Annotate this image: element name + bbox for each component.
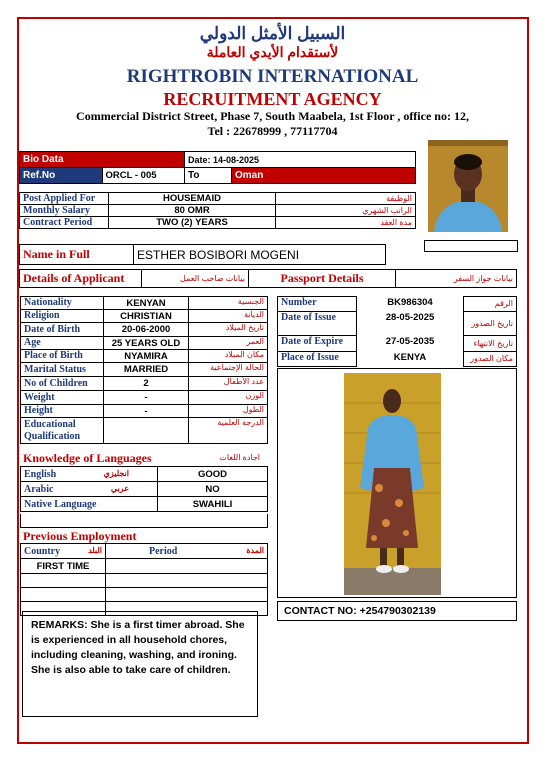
passport-row-label: Place of Issue bbox=[278, 352, 357, 367]
languages-arabic: اجادة اللغات bbox=[219, 453, 260, 462]
language-name: Arabic bbox=[24, 483, 54, 495]
agency-arabic-name: السبيل الأمثل الدولي bbox=[199, 24, 346, 43]
detail-arabic: الطول bbox=[189, 405, 268, 418]
language-level: GOOD bbox=[158, 467, 268, 482]
period-label: Period bbox=[149, 545, 178, 557]
detail-label: Religion bbox=[21, 310, 104, 323]
post-row-value: TWO (2) YEARS bbox=[109, 217, 276, 229]
language-label bbox=[21, 497, 158, 512]
language-name: Native Language bbox=[24, 498, 97, 510]
contact-number: CONTACT NO: +254790302139 bbox=[277, 601, 517, 621]
ref-label: Ref.No bbox=[20, 168, 103, 184]
detail-value: - bbox=[104, 391, 189, 405]
passport-row-arabic: تاريخ الانتهاء bbox=[464, 336, 517, 352]
employment-country: FIRST TIME bbox=[21, 559, 106, 574]
detail-arabic: عدد الأطفال bbox=[189, 377, 268, 391]
employment-empty-cell bbox=[106, 588, 268, 602]
passport-row-value: 27-05-2035 bbox=[385, 335, 435, 347]
remarks-box: REMARKS: She is a first timer abroad. She is experienced in all household chores, including cleaning, washing, and ironing. She is also able to take care of children. bbox=[22, 611, 258, 717]
country-header bbox=[21, 544, 106, 559]
languages-spacer bbox=[20, 514, 268, 528]
employment-empty-cell bbox=[21, 588, 106, 602]
language-arabic: انجليزي bbox=[103, 468, 129, 478]
detail-label: Height bbox=[21, 405, 104, 418]
detail-arabic: الديانة bbox=[189, 310, 268, 323]
period-header bbox=[106, 544, 268, 559]
address-line: Commercial District Street, Phase 7, South Maabela, 1st Floor , office no: 12, bbox=[76, 109, 469, 123]
passport-row-arabic: تاريخ الصدور bbox=[464, 312, 517, 336]
passport-row-arabic: الرقم bbox=[464, 297, 517, 312]
language-level: SWAHILI bbox=[158, 497, 268, 512]
detail-arabic: مكان الميلاد bbox=[189, 350, 268, 363]
bio-data-table bbox=[19, 151, 416, 184]
detail-value: 2 bbox=[104, 377, 189, 391]
languages-label: Knowledge of Languages bbox=[23, 451, 152, 465]
detail-value: 20-06-2000 bbox=[104, 323, 189, 337]
language-level: NO bbox=[158, 482, 268, 497]
detail-arabic: تاريخ الميلاد bbox=[189, 323, 268, 337]
post-row-value: HOUSEMAID bbox=[109, 193, 276, 205]
passport-row-value: BK986304 bbox=[387, 296, 433, 308]
detail-label: No of Children bbox=[21, 377, 104, 391]
agency-english-name: RIGHTROBIN INTERNATIONAL bbox=[126, 66, 419, 87]
applicant-photo-full bbox=[344, 373, 441, 595]
language-label bbox=[21, 482, 158, 497]
employment-period bbox=[106, 559, 268, 574]
employment-empty-cell bbox=[106, 574, 268, 588]
detail-arabic: الحالة الإجتماعية bbox=[189, 363, 268, 377]
detail-label: Educational Qualification bbox=[21, 418, 104, 444]
post-row-arabic: مدة العقد bbox=[276, 217, 416, 229]
bio-data-title: Bio Data bbox=[20, 152, 185, 168]
ref-value: ORCL - 005 bbox=[102, 168, 185, 184]
detail-value: NYAMIRA bbox=[104, 350, 189, 363]
agency-address bbox=[40, 109, 505, 139]
details-table bbox=[20, 296, 268, 444]
employment-table bbox=[20, 543, 268, 616]
passport-row-label: Number bbox=[278, 297, 357, 312]
detail-value: CHRISTIAN bbox=[104, 310, 189, 323]
post-row-arabic: الوظيفة bbox=[276, 193, 416, 205]
detail-value: - bbox=[104, 405, 189, 418]
detail-label: Nationality bbox=[21, 297, 104, 310]
passport-row-label: Date of Issue bbox=[278, 312, 357, 336]
detail-label: Age bbox=[21, 337, 104, 350]
language-label bbox=[21, 467, 158, 482]
applicant-photo-portrait bbox=[428, 140, 508, 232]
language-name: English bbox=[24, 468, 57, 480]
employment-empty-cell bbox=[21, 574, 106, 588]
employment-label: Previous Employment bbox=[23, 529, 137, 543]
bio-date: Date: 14-08-2025 bbox=[185, 152, 416, 168]
passport-row-arabic: مكان الصدور bbox=[464, 352, 517, 367]
post-row-value: 80 OMR bbox=[109, 205, 276, 217]
post-row-label: Post Applied For bbox=[20, 193, 109, 205]
detail-arabic: الدرجة العلمية bbox=[189, 418, 268, 444]
detail-value: MARRIED bbox=[104, 363, 189, 377]
detail-label: Place of Birth bbox=[21, 350, 104, 363]
name-label: Name in Full bbox=[20, 245, 134, 265]
phone-line: Tel : 22678999 , 77117704 bbox=[207, 124, 338, 138]
passport-arabic: بيانات جواز السفر bbox=[396, 270, 517, 288]
section-bar bbox=[19, 269, 517, 288]
details-arabic: بيانات صاحب العمل bbox=[142, 270, 249, 288]
agency-english-tagline: RECRUITMENT AGENCY bbox=[163, 89, 382, 109]
post-row-label: Monthly Salary bbox=[20, 205, 109, 217]
detail-value: KENYAN bbox=[104, 297, 189, 310]
detail-label: Weight bbox=[21, 391, 104, 405]
country-arabic: البلد bbox=[88, 545, 102, 555]
photo-caption-box bbox=[424, 240, 518, 252]
to-value: Oman bbox=[232, 168, 416, 184]
post-row-label: Contract Period bbox=[20, 217, 109, 229]
country-label: Country bbox=[24, 545, 61, 557]
post-table bbox=[19, 192, 416, 229]
detail-arabic: الجنسية bbox=[189, 297, 268, 310]
detail-arabic: العمر bbox=[189, 337, 268, 350]
detail-value bbox=[104, 418, 189, 444]
passport-row-value: KENYA bbox=[393, 351, 427, 363]
detail-value: 25 YEARS OLD bbox=[104, 337, 189, 350]
languages-table bbox=[20, 466, 268, 512]
passport-row-value: 28-05-2025 bbox=[385, 311, 435, 323]
name-table bbox=[19, 244, 386, 265]
period-arabic: المدة bbox=[246, 545, 264, 555]
passport-row-label: Date of Expire bbox=[278, 336, 357, 352]
post-row-arabic: الراتب الشهري bbox=[276, 205, 416, 217]
detail-label: Marital Status bbox=[21, 363, 104, 377]
agency-arabic-tagline: لأستقدام الأيدي العاملة bbox=[206, 44, 339, 60]
passport-table bbox=[277, 296, 517, 367]
applicant-name: ESTHER BOSIBORI MOGENI bbox=[134, 245, 386, 265]
passport-label: Passport Details bbox=[249, 270, 396, 288]
language-arabic: عربي bbox=[110, 483, 129, 493]
detail-label: Date of Birth bbox=[21, 323, 104, 337]
details-label: Details of Applicant bbox=[20, 270, 142, 288]
to-label: To bbox=[185, 168, 232, 184]
detail-arabic: الوزن bbox=[189, 391, 268, 405]
